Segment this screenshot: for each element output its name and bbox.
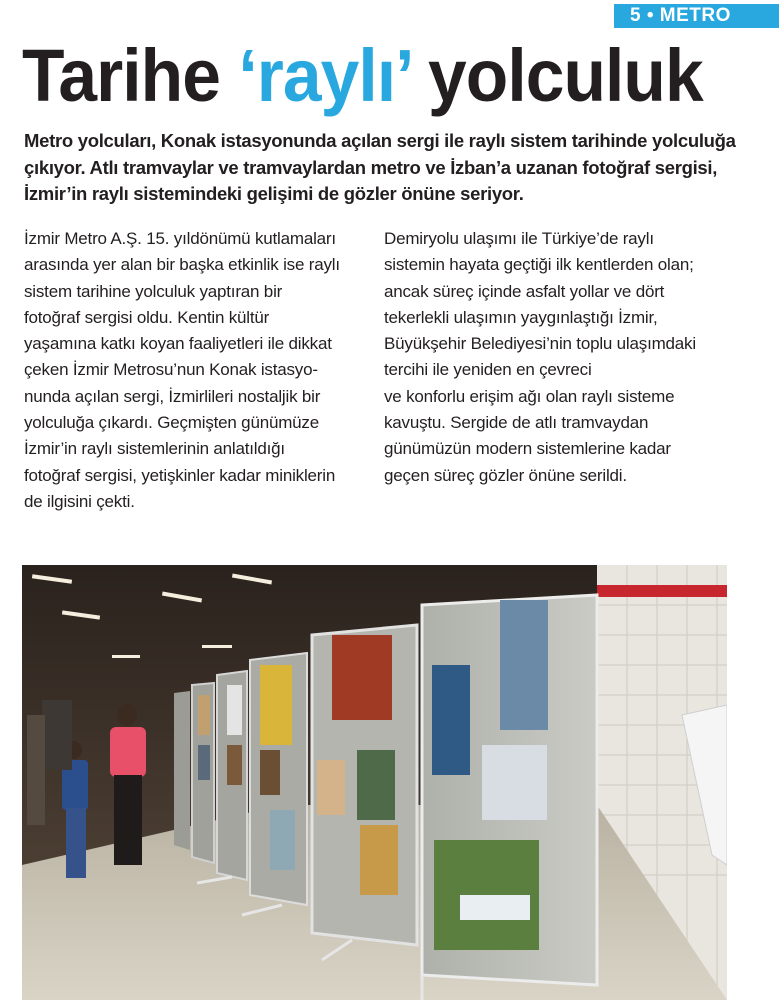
body-line: Büyükşehir Belediyesi’nin toplu ulaşımdaki [384,334,696,354]
body-line: tekerlekli ulaşımın yaygınlaştığı İzmir, [384,307,658,327]
body-line: fotoğraf sergisi oldu. Kentin kültür [24,307,270,327]
body-line: de ilgisini çekti. [24,491,135,511]
headline-end: yolculuk [409,34,703,117]
body-line: arasında yer alan bir başka etkinlik ise raylı [24,255,340,275]
body-line: ve konforlu erişim ağı olan raylı sisteme [384,386,675,406]
body-line: kavuştu. Sergide de atlı tramvaydan [384,413,649,433]
section-label: 5 • METRO [614,4,779,28]
lead-line: Metro yolcuları, Konak istasyonunda açılan sergi ile raylı sistem tarihinde yolculuğa [24,130,736,151]
body-line: yaşamına katkı koyan faaliyetleri ile dikkat [24,334,332,354]
lead-line: çıkıyor. Atlı tramvaylar ve tramvaylardan metro ve İzban’a uzanan fotoğraf sergisi, [24,156,718,178]
body-line: yolculuğa çıkardı. Geçmişten günümüze [24,413,319,433]
body-column-right [384,226,744,489]
lead-line: İzmir’in raylı sistemindeki gelişimi de gözler önüne seriyor. [24,183,524,204]
headline-start: Tarihe [22,34,239,117]
body-line: ancak süreç içinde asfalt yollar ve dört [384,281,665,301]
body-line: çeken İzmir Metrosu’nun Konak istasyo- [24,360,318,380]
headline [22,34,718,118]
lead-paragraph [24,128,759,208]
body-line: İzmir Metro A.Ş. 15. yıldönümü kutlamaları [24,229,336,248]
body-column-left [24,226,369,515]
body-line: tercihi ile yeniden en çevreci [384,360,592,380]
body-line: fotoğraf sergisi, yetişkinler kadar miniklerin [24,465,336,485]
body-line: İzmir’in raylı sistemlerinin anlatıldığı [24,439,285,459]
headline-accent: ‘raylı’ [238,34,410,117]
body-line: Demiryolu ulaşımı ile Türkiye’de raylı [384,229,654,248]
body-line: günümüzün modern sistemlerine kadar [384,439,671,459]
exhibition-photo [22,565,727,1000]
body-line: sistemin hayata geçtiği ilk kentlerden olan; [384,255,694,275]
body-line: geçen süreç gözler önüne serildi. [384,465,627,485]
body-line: nunda açılan sergi, İzmirlileri nostaljik bir [24,386,321,406]
body-line: sistem tarihine yolculuk yaptıran bir [24,281,283,301]
